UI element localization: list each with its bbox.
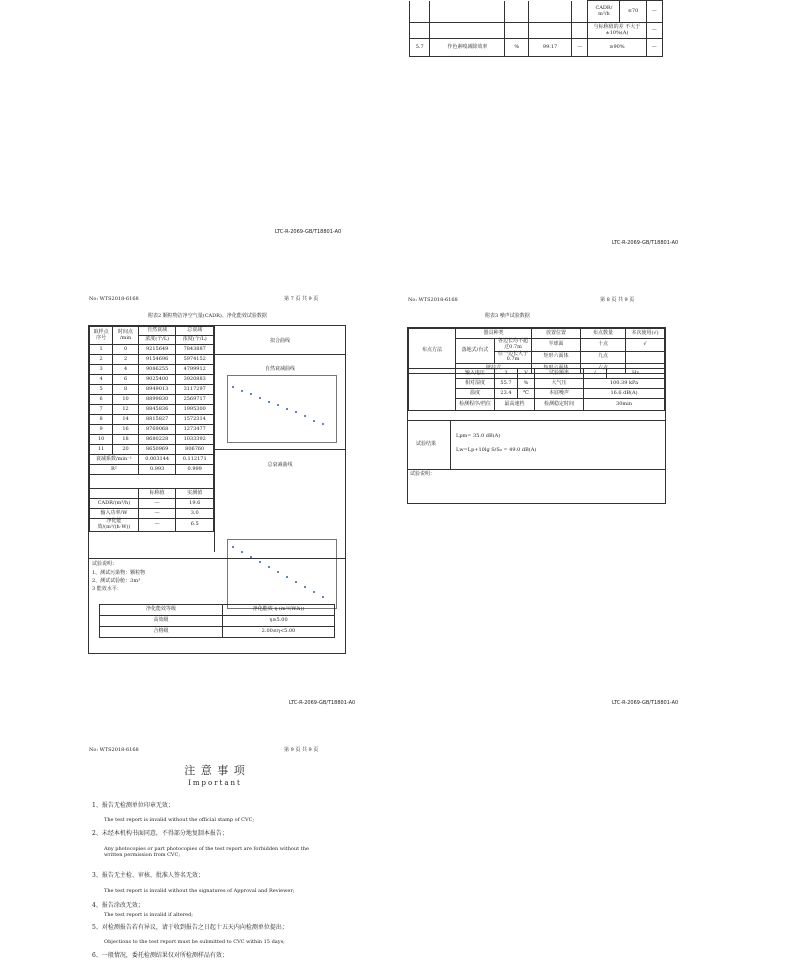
notice-1-cn: 1、报告无检测单位印章无效；	[92, 802, 174, 809]
efficiency-level-table: 净化能效等级 净化能效 η (m³/(W.h)) 高效级 η≥5.00 合格级 2.00≤η<5.00	[99, 604, 335, 638]
notice-4-en: The test report is invalid if altered;	[104, 912, 193, 918]
page7-caption: 附表2 颗粒物洁净空气量(CADR)、净化能效试验数据	[148, 313, 267, 319]
page8-notes-title: 试验说明：	[410, 471, 436, 477]
page9-report-no: No: WTS2018-6168	[89, 747, 139, 753]
notice-2-en: Any photocopies or part photocopies of the test report are forbidden without the written permission from CVC;	[104, 846, 309, 858]
curve-panel: 拟合曲线 自然衰减曲线 总衰减曲线	[214, 326, 345, 552]
total-curve-plot	[227, 539, 337, 609]
page9-title: 注 意 事 项	[184, 764, 246, 777]
noise-table: 布点方法 器具种类 放置位置 布点数量 本次使用(√) 落地式/台式 各边长均不超过0.7m 半球面 十点 √ 任一边长大于0.7m 矩形六面体 九点 壁挂式 矩形六面体 六点	[408, 328, 665, 374]
condition-table: 输入电压 3 V 试验频率 / Hz 相对湿度 55.7 % 大气压 100.39 kPa 温度 23.4 ℃ 本底噪声 16.6 dB(A) 检测程序/档位 最高速档 检测稳定时间 30min	[408, 368, 665, 411]
page6-footer: LTC-R-2069-GB/T18801-A0	[275, 229, 342, 235]
notice-1-en: The test report is invalid without the official stamp of CVC;	[104, 817, 255, 823]
notice-5-en: Objections to the test report must be submitted to CVC within 15 days;	[104, 939, 285, 945]
page7-page-label: 第 7 页 共 9 页	[284, 296, 319, 302]
page7-form: 取样点序号 时间点 /min 自然衰减 总衰减 浓度(个/L) 浓度(个/L) 1 0 9215649 7843887 2 2 9154696 5974152 3 4 9086255 4799912 4 6 9025400 3920883 5 8 8949013 3117297 6 10 8899830 2569717 7 12 8845836 1995300 8 14 8815827 1572314 9 16 8769068 1273477 10 18 8680228 1033392 11 20 8650969 806760 衰减系数/min⁻¹ 0.003144 0.112171 R² 0.993 0.999 标称值 实测值 CADR/(m³/h) — 19.6 输入功率/W — 3.0 净化能效/(m³/(h·W)) — 6.5 拟合曲线 自然衰减曲线 总衰减曲线 试验说明： 1、测试污染物：颗粒物 2、测试试验舱：3m³ 3 能效水平： 净化能效等级 净化能效 η (m³/(W.h)) 高效级 η≥5.00 合格级 2.00≤η<5.00	[88, 325, 346, 654]
natural-curve-plot	[227, 375, 337, 443]
total-curve-title: 总衰减曲线	[267, 462, 293, 468]
page8-footer: LTC-R-2069-GB/T18801-A0	[612, 700, 679, 706]
page8-form	[407, 327, 666, 504]
cadr-label: CADR/ m³/h	[588, 1, 620, 23]
lw-value: Lw=Lp+10lg S/S₀ = 49.0 dB(A)	[456, 447, 537, 453]
notice-3-cn: 3、报告无主检、审核、批准人签名无效；	[92, 872, 204, 879]
lpm-value: Lpm= 35.0 dB(A)	[456, 433, 501, 439]
cadr-data-table: 取样点序号 时间点 /min 自然衰减 总衰减 浓度(个/L) 浓度(个/L) 1 0 9215649 7843887 2 2 9154696 5974152 3 4 9086255 4799912 4 6 9025400 3920883 5 8 8949013 3117297 6 10 8899830 2569717 7 12 8845836 1995300 8 14 8815827 1572314 9 16 8769068 1273477 10 18 8680228 1033392 11 20 8650969 806760 衰减系数/min⁻¹ 0.003144 0.112171 R² 0.993 0.999 标称值 实测值 CADR/(m³/h) — 19.6 输入功率/W — 3.0 净化能效/(m³/(h·W)) — 6.5	[89, 326, 214, 532]
item-value: 99.17	[529, 39, 572, 57]
deviation-label: 与标称值的差 不大于±10%(A)	[588, 23, 646, 39]
page7-report-no: No: WTS2018-6168	[89, 296, 139, 302]
page8-report-no: No: WTS2018-6168	[408, 297, 458, 303]
page9-page-label: 第 9 页 共 9 页	[284, 747, 319, 753]
notice-5-cn: 5、对检测报告若有异议，请于收到报告之日起十五天内向检测单位提出；	[92, 924, 288, 931]
cadr-req: ≤70	[620, 1, 646, 23]
notice-6-cn: 6、一般情况，委托检测结果仅对所检测样品有效；	[92, 952, 228, 959]
natural-curve-title: 自然衰减曲线	[264, 366, 295, 372]
item-name: 作色素嗅减除效率	[430, 39, 505, 57]
page8-caption: 附表3 噪声试验数据	[485, 313, 530, 319]
page5-footer: LTC-R-2069-GB/T18801-A0	[612, 240, 679, 246]
noise-result-label: 试验结果	[416, 441, 437, 447]
page5-table: CADR/ m³/h ≤70 — 与标称值的差 不大于±10%(A) — 5.7 作色素嗅减除效率 % 99.17 — ≥90% —	[409, 0, 663, 60]
page9-subtitle: Important	[188, 779, 242, 787]
notice-3-en: The test report is invalid without the signatures of Approval and Reviewer;	[104, 888, 295, 894]
page8-page-label: 第 8 页 共 9 页	[600, 297, 635, 303]
notice-4-cn: 4、报告涂改无效；	[92, 902, 144, 909]
page7-footer: LTC-R-2069-GB/T18801-A0	[289, 700, 356, 706]
notice-2-cn: 2、未经本机构书面同意，不得部分地复制本报告；	[92, 830, 228, 837]
page7-notes-title: 试验说明：	[92, 561, 118, 567]
